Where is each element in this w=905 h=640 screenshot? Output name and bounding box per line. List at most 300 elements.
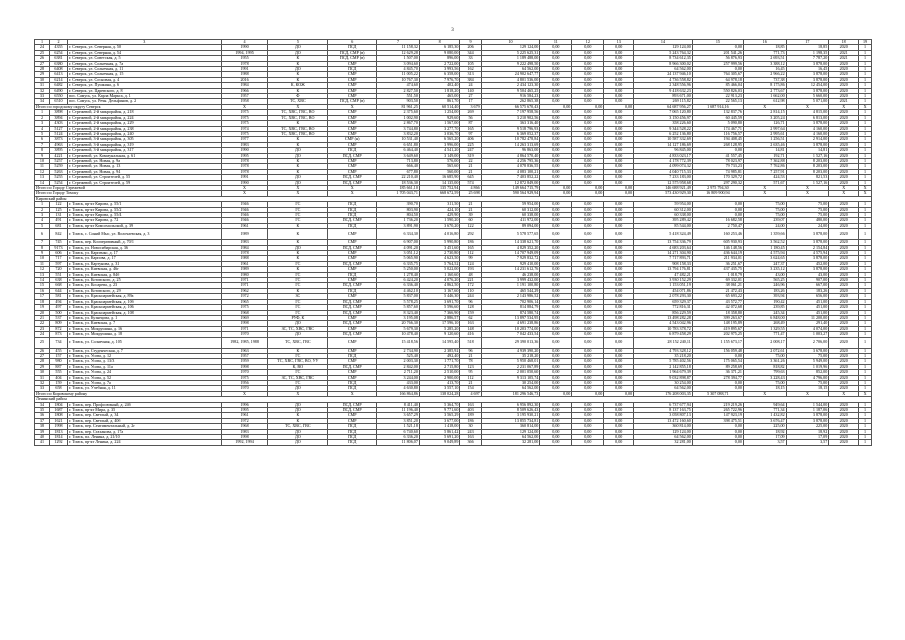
table-cell: 0,00	[540, 386, 572, 391]
table-cell: 56	[460, 115, 481, 120]
table-cell: 186	[460, 240, 481, 245]
table-cell: 30	[35, 77, 50, 82]
table-cell: СМР	[328, 88, 377, 93]
table-cell: 7 042 433,54	[481, 332, 540, 337]
table-cell: ГС	[268, 299, 328, 304]
table-cell: 5 679,30	[377, 326, 420, 331]
table-cell: 0,00	[604, 299, 634, 304]
table-cell: К	[268, 72, 328, 77]
table-cell: 96	[460, 348, 481, 353]
table-cell: 0,00	[540, 364, 572, 369]
table-cell: 1814	[49, 435, 67, 440]
table-cell: 1	[859, 440, 872, 445]
table-cell: 0,00	[540, 305, 572, 310]
table-cell: 174 467,71	[692, 126, 743, 131]
table-cell: 24	[35, 332, 50, 337]
table-cell: 66 575 670,43	[481, 104, 540, 109]
table-cell: ДО	[268, 148, 328, 153]
table-cell: 1	[859, 321, 872, 326]
table-cell: РУФ, К	[268, 315, 328, 320]
table-cell: 856 229,59	[634, 310, 693, 315]
table-cell: 13 754 336,79	[634, 240, 693, 245]
table-cell: 3 891,90	[377, 223, 420, 228]
table-cell: СМР	[328, 251, 377, 256]
table-cell: 20	[35, 310, 50, 315]
table-cell: 0,00	[540, 88, 572, 93]
table-cell: 6 336,20	[377, 435, 420, 440]
table-cell: 21	[460, 202, 481, 207]
table-cell: 24	[460, 83, 481, 88]
table-cell: 0,00	[604, 158, 634, 163]
table-cell: 2 750,47	[692, 223, 743, 228]
table-cell: 3 195,08	[377, 315, 420, 320]
table-cell: 0,00	[572, 353, 604, 358]
table-cell: 2 072,61	[743, 348, 786, 353]
table-cell: 247	[460, 148, 481, 153]
table-cell: ДО	[268, 50, 328, 55]
table-cell: 18,15	[786, 386, 829, 391]
table-cell: 656,00	[786, 294, 829, 299]
column-number-cell: 6	[328, 40, 377, 45]
table-cell: 189	[460, 413, 481, 418]
table-cell: 41 557,45	[692, 153, 743, 158]
table-cell: ПСД	[328, 223, 377, 228]
table-cell: 1	[35, 202, 50, 207]
table-cell: г. Томск, ул. Усова, д. 7а	[68, 380, 222, 385]
table-cell: 1	[859, 115, 872, 120]
table-cell: 147 923,19	[692, 413, 743, 418]
table-cell: 2 348 556,96	[634, 83, 693, 88]
table-cell: 75,00	[786, 207, 829, 212]
table-cell: 571,67	[743, 180, 786, 185]
table-cell: 3 678,00	[786, 348, 829, 353]
table-cell: 1	[859, 223, 872, 228]
table-cell: 3 670,20	[419, 223, 460, 228]
table-cell: 0,00	[604, 191, 634, 196]
table-cell: 7 257,91	[743, 169, 786, 174]
table-cell: 5 418 324,49	[634, 229, 693, 240]
table-cell: 3 657,29	[377, 413, 420, 418]
table-cell: 7 717 893,71	[634, 256, 693, 261]
table-cell: 6 848,00	[743, 315, 786, 320]
table-cell: 3 878,00	[786, 240, 829, 245]
table-cell: 116 756,57	[692, 131, 743, 136]
table-cell: 0,00	[692, 380, 743, 385]
table-cell: 13	[35, 175, 50, 180]
table-cell: К	[268, 121, 328, 126]
table-cell: 12	[35, 169, 50, 174]
column-number-cell: 10	[481, 40, 540, 45]
table-cell: 9 080,00	[419, 50, 460, 55]
table-cell: 0,00	[604, 131, 634, 136]
table-cell: 2 966,22	[743, 72, 786, 77]
table-cell: 2020	[829, 180, 859, 185]
table-cell: 22 565,13	[692, 99, 743, 104]
table-cell: 65 693,22	[692, 294, 743, 299]
table-cell: ПСД, СМР	[328, 310, 377, 315]
table-cell: 0,00	[604, 169, 634, 174]
table-cell: 0,00	[540, 50, 572, 55]
table-cell: г. Томск, ул. Усова, д. 13/3	[68, 359, 222, 364]
table-cell: 138 024,28	[419, 391, 460, 396]
table-cell: 861,70	[419, 99, 460, 104]
table-cell: 0,00	[540, 408, 572, 413]
table-cell: СМР	[328, 169, 377, 174]
table-cell: 14,81	[743, 148, 786, 153]
table-cell: 2 730,80	[419, 251, 460, 256]
table-cell: 22 913,23	[692, 94, 743, 99]
table-cell: 1 002,90	[377, 115, 420, 120]
table-cell: 6 185,30	[419, 45, 460, 50]
table-cell: 5 065,90	[377, 256, 420, 261]
table-cell: 5 022,00	[419, 267, 460, 272]
table-cell: 1992, 1994	[221, 440, 268, 445]
table-cell: 60 514,40	[419, 104, 460, 109]
table-cell: 0,00	[572, 191, 604, 196]
table-cell: 8 175,86	[743, 83, 786, 88]
column-number-cell: 8	[419, 40, 460, 45]
table-cell: 6482	[49, 83, 67, 88]
table-cell: 3 851,20	[377, 418, 420, 423]
table-cell: 7 929 832,72	[481, 256, 540, 261]
table-cell: 0,00	[540, 175, 572, 180]
table-cell: 146 688 921,49	[634, 185, 693, 190]
table-cell: К	[268, 240, 328, 245]
table-cell: 8 137 163,75	[634, 408, 693, 413]
table-cell: 429,90	[419, 213, 460, 218]
table-cell: 8 203,00	[786, 164, 829, 169]
table-cell: 27	[35, 353, 50, 358]
table-cell: СМР	[328, 240, 377, 245]
table-cell: 0,00	[540, 245, 572, 250]
table-cell: 10	[35, 158, 50, 163]
table-cell: 6254	[49, 50, 67, 55]
table-cell: 239,07	[743, 218, 786, 223]
table-cell: г. Томск, ул. Солнечная, д. 105	[68, 337, 222, 348]
table-cell: 6 335,75	[377, 261, 420, 266]
table-cell: 0,00	[540, 310, 572, 315]
table-cell: 1978	[221, 251, 268, 256]
table-cell: 2020	[829, 223, 859, 228]
table-cell: 4 862,50	[419, 283, 460, 288]
table-cell: 0,00	[572, 326, 604, 331]
table-cell: К, КОЖ	[268, 83, 328, 88]
table-cell: 5 578,25	[377, 299, 420, 304]
table-cell: 3 235,12	[743, 267, 786, 272]
table-cell: 590 564 929,94	[481, 191, 540, 196]
table-cell: 131	[49, 213, 67, 218]
table-cell: 14 595,40	[419, 337, 460, 348]
table-cell: 0,00	[572, 94, 604, 99]
table-cell: 612,98	[743, 99, 786, 104]
table-cell: 6 907,00	[377, 240, 420, 245]
table-cell: 0,00	[572, 202, 604, 207]
table-cell: 402,40	[419, 83, 460, 88]
table-cell: 1990	[221, 148, 268, 153]
table-cell: СМР	[328, 418, 377, 423]
table-cell: 43,00	[743, 272, 786, 277]
table-cell: 1	[859, 386, 872, 391]
table-cell: 21	[460, 380, 481, 385]
table-cell: 1	[859, 435, 872, 440]
table-cell: 0,00	[540, 45, 572, 50]
table-cell: 2020	[829, 245, 859, 250]
table-cell: 366	[460, 440, 481, 445]
table-cell: 10 783 378,72	[634, 326, 693, 331]
table-cell: 903,50	[377, 99, 420, 104]
table-cell: 454 071,86	[634, 288, 693, 293]
table-cell: 12 872 849,00	[481, 180, 540, 185]
table-cell: 2020	[829, 207, 859, 212]
table-cell: 2021	[829, 50, 859, 55]
table-cell: 9 518 796,93	[481, 126, 540, 131]
table-cell: г. Стрежевой, 2-й микрорайон, д. 229	[68, 121, 222, 126]
table-cell: 2020	[829, 364, 859, 369]
table-cell: 87	[460, 121, 481, 126]
table-cell: 291,40	[786, 321, 829, 326]
table-cell: 681	[49, 223, 67, 228]
table-cell: 0,00	[604, 164, 634, 169]
table-cell: 13	[35, 272, 50, 277]
table-cell: 907,00	[786, 278, 829, 283]
table-cell: 1962	[221, 288, 268, 293]
table-cell: 3 361,26	[743, 359, 786, 364]
table-cell: 4 099 074,32	[634, 164, 693, 169]
table-cell: 2020	[829, 435, 859, 440]
table-cell: 1963	[221, 348, 268, 353]
table-cell: 0,00	[604, 202, 634, 207]
table-cell: 491	[49, 218, 67, 223]
table-cell: 12 629,28	[377, 50, 420, 55]
table-cell: 1804	[49, 402, 67, 407]
table-cell: 2020	[829, 131, 859, 136]
table-cell: 2	[35, 207, 50, 212]
table-cell: 1978	[221, 169, 268, 174]
table-cell: 8 966 300,02	[634, 61, 693, 66]
table-cell: г. Стрежевой, 2-й микрорайон, д. 240	[68, 131, 222, 136]
table-cell: 1955	[221, 56, 268, 61]
table-cell: 3 930 152,29	[634, 278, 693, 283]
table-cell: 0,00	[604, 278, 634, 283]
table-cell: 451,00	[786, 310, 829, 315]
table-cell: 0,00	[540, 353, 572, 358]
table-cell: ГС	[268, 283, 328, 288]
table-cell: 60	[460, 218, 481, 223]
table-cell: К	[268, 229, 328, 240]
table-cell: 2020	[829, 370, 859, 375]
table-cell: 10	[35, 256, 50, 261]
table-cell: 3 557,10	[419, 386, 460, 391]
table-cell: 75,00	[786, 380, 829, 385]
table-cell: ГС	[268, 305, 328, 310]
table-cell: 1998	[221, 435, 268, 440]
table-cell: 35 218,20	[634, 353, 693, 358]
table-cell: 0,00	[540, 131, 572, 136]
table-cell: г. Томск, ул. Киевская, д. 7	[68, 321, 222, 326]
table-cell: Х	[221, 391, 268, 396]
table-cell: 1 687 914,16	[692, 104, 743, 109]
table-cell: 148	[460, 326, 481, 331]
table-cell: 0,00	[540, 321, 572, 326]
table-cell: 5 596,60	[419, 305, 460, 310]
table-cell: 6 813,00	[786, 115, 829, 120]
table-cell: 1 527,16	[786, 180, 829, 185]
table-cell: 1990	[221, 45, 268, 50]
table-cell: 64 562,00	[634, 67, 693, 72]
table-cell: 16,45	[743, 67, 786, 72]
table-cell: г. Томск, ул. Мокрушина, д. 16	[68, 326, 222, 331]
table-cell: 7 403 852,22	[481, 175, 540, 180]
table-cell: 1970	[221, 370, 268, 375]
table-cell: 4 801 536,00	[481, 77, 540, 82]
table-cell: 1 180,45	[743, 245, 786, 250]
table-cell: 5	[35, 131, 50, 136]
column-number-cell: 3	[68, 40, 222, 45]
table-cell: 0,00	[604, 61, 634, 66]
table-cell: 129 124,00	[481, 429, 540, 434]
table-cell: 645	[460, 175, 481, 180]
table-cell: 0,00	[604, 72, 634, 77]
table-cell: 22 210,40	[377, 175, 420, 180]
table-cell: ПСД	[328, 288, 377, 293]
table-cell: 105	[460, 61, 481, 66]
table-cell: 1991	[221, 175, 268, 180]
table-cell: 2 154,84	[786, 245, 829, 250]
table-cell: ТС, ХВС, ГВС, ВО, УУ	[268, 359, 328, 364]
table-cell: 0,00	[572, 45, 604, 50]
table-cell: СМР	[328, 83, 377, 88]
table-cell: 0,00	[572, 380, 604, 385]
table-cell: 771,34	[743, 408, 786, 413]
table-cell: 4 630,80	[377, 386, 420, 391]
table-cell: Х	[829, 185, 859, 190]
table-cell: 1	[859, 88, 872, 93]
table-cell: 2 142 855,18	[634, 364, 693, 369]
table-cell: 13 472 160,60	[634, 418, 693, 423]
table-cell: 12 454,00	[786, 83, 829, 88]
table-cell: 38 061,21	[692, 283, 743, 288]
table-cell: 24 902 647,77	[481, 72, 540, 77]
table-cell: 0,00	[572, 408, 604, 413]
table-cell: 2020	[829, 45, 859, 50]
table-cell: 497	[49, 305, 67, 310]
table-cell: 6380	[49, 61, 67, 66]
table-cell: 1	[859, 245, 872, 250]
table-cell: 4 829 352,20	[481, 245, 540, 250]
table-cell: 0,00	[572, 288, 604, 293]
table-cell: 2020	[829, 164, 859, 169]
table-cell: 1	[859, 337, 872, 348]
table-cell: 156 059,48	[692, 348, 743, 353]
table-cell: 852,00	[786, 370, 829, 375]
table-cell: ПСД, СМР (в)	[328, 50, 377, 55]
table-cell: 1	[859, 148, 872, 153]
table-cell: 3 878,00	[786, 256, 829, 261]
table-cell: 1	[859, 305, 872, 310]
table-cell: 206	[460, 45, 481, 50]
table-cell: 929 410,00	[481, 261, 540, 266]
table-cell: 644	[49, 288, 67, 293]
table-cell: 1968	[221, 310, 268, 315]
table-cell: 1808	[49, 413, 67, 418]
table-cell: 7	[35, 240, 50, 245]
table-cell: 2020	[829, 142, 859, 147]
table-cell: г. Северск, ул. Советская, д. 5	[68, 56, 222, 61]
table-cell: 1961	[221, 261, 268, 266]
total-label: Итого по Кировскому району	[35, 391, 222, 396]
table-cell: 183,26	[786, 288, 829, 293]
table-cell: 734	[49, 337, 67, 348]
table-cell: 13 855 734,81	[481, 418, 540, 423]
table-cell: 16 682,58	[692, 218, 743, 223]
table-cell: СМР	[328, 315, 377, 320]
table-cell: 0,00	[540, 169, 572, 174]
table-cell: г. Томск, пер. Сентиментальный, д. 2г	[68, 424, 222, 429]
table-cell: г. Томск, ул. Мокрушина, д. 18	[68, 332, 222, 337]
table-cell: 1 018,79	[692, 272, 743, 277]
table-cell: 16,45	[786, 67, 829, 72]
table-cell: 360 814,00	[481, 424, 540, 429]
table-cell: 14 231 612,76	[481, 267, 540, 272]
table-cell: 0,00	[604, 45, 634, 50]
table-cell: 1	[859, 169, 872, 174]
table-cell: 64 562,00	[634, 435, 693, 440]
table-cell: 3 744,80	[377, 126, 420, 131]
table-cell: 95	[460, 370, 481, 375]
table-cell: ПСД, СМР	[328, 261, 377, 266]
table-cell: 0,00	[540, 99, 572, 104]
table-cell: 0,00	[604, 185, 634, 190]
table-cell: 419 895,67	[692, 326, 743, 331]
table-cell: 0,00	[604, 240, 634, 245]
table-cell: 5 764,52	[419, 261, 460, 266]
table-cell: 0,00	[572, 61, 604, 66]
table-cell: 0,00	[540, 202, 572, 207]
table-cell: СМР	[328, 131, 377, 136]
table-cell: 550 826,03	[692, 88, 743, 93]
table-cell: 413,70	[419, 380, 460, 385]
table-cell: 29	[35, 72, 50, 77]
table-cell: 2020	[829, 158, 859, 163]
table-cell: 3898	[49, 110, 67, 115]
table-cell: 78 023,97	[692, 158, 743, 163]
table-cell: 0,00	[540, 240, 572, 245]
table-cell: 2 867,70	[377, 121, 420, 126]
table-cell: 32 281,00	[634, 440, 693, 445]
table-cell: 404	[49, 375, 67, 380]
table-cell: ДО	[268, 180, 328, 185]
table-cell: 2020	[829, 229, 859, 240]
table-cell: 1972	[221, 418, 268, 423]
table-cell: 3 679	[460, 104, 481, 109]
table-cell: 1	[859, 45, 872, 50]
table-cell: 0,00	[692, 67, 743, 72]
table-cell: 3,57	[743, 440, 786, 445]
table-cell: 9 222 498,50	[481, 61, 540, 66]
table-cell: 21	[460, 164, 481, 169]
table-cell: 0,00	[572, 104, 604, 109]
table-cell: 1983	[221, 240, 268, 245]
table-cell: 0,00	[572, 440, 604, 445]
table-cell: 0,00	[572, 115, 604, 120]
table-cell: 33	[35, 386, 50, 391]
table-cell: 1990	[221, 180, 268, 185]
table-cell: 0,00	[540, 213, 572, 218]
table-cell: 0,00	[540, 94, 572, 99]
table-cell: 11 196,40	[377, 408, 420, 413]
table-cell: 1621	[49, 418, 67, 423]
table-cell: СМР	[328, 142, 377, 147]
